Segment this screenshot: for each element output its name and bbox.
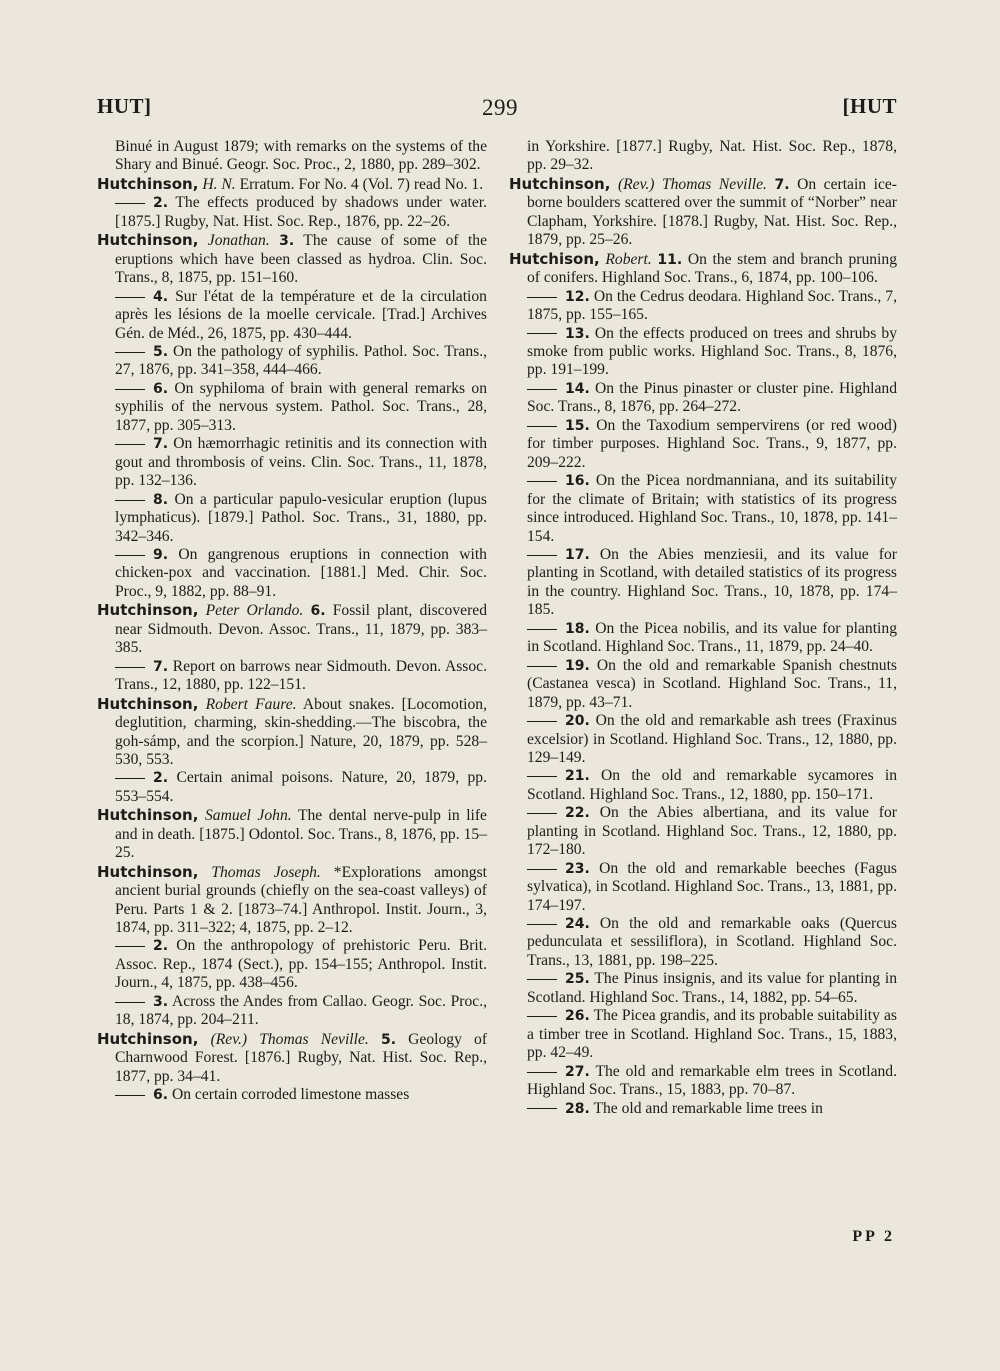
sub-entry <box>509 1063 897 1100</box>
ditto-dash <box>115 778 145 779</box>
entry-number: 15. <box>565 417 590 434</box>
author-entry <box>509 250 897 288</box>
entry-number: 6. <box>153 1087 169 1104</box>
entry-text: On gangrenous eruptions in connection with chicken-pox and vaccination. [1881.] Med. Chir. Soc. Proc., 9, 1882, pp. 88–91. <box>115 545 487 600</box>
entry-text: About snakes. [Locomotion, deglutition, charming, skin-shedding.—The biscobra, the goh-sámp, and the scorpion.] Nature, 20, 1879, pp. 528–530, 553. <box>115 695 487 768</box>
entry-number: 27. <box>565 1063 590 1080</box>
author-given-name: Jonathan. <box>207 232 270 250</box>
ditto-dash <box>115 297 145 298</box>
entry-text: Sur l'état de la température et de la circulation après les lésions de la moelle cervicale. [Trad.] Archives Gén. de Méd., 26, 1875, pp. 430–444. <box>115 287 487 342</box>
ditto-dash <box>527 481 557 482</box>
author-entry <box>97 601 487 657</box>
continued-entry <box>509 138 897 175</box>
running-head-left: HUT] <box>97 94 152 118</box>
entry-text: On the pathology of syphilis. Pathol. Soc. Trans., 27, 1876, pp. 341–358, 444–466. <box>115 342 487 379</box>
entry-number: 7. <box>774 176 790 193</box>
author-entry <box>97 1030 487 1086</box>
ditto-dash <box>527 776 557 777</box>
entry-text: The cause of some of the eruptions which have been classed as hydroa. Clin. Soc. Trans., 8, 1875, pp. 151–160. <box>115 232 488 287</box>
entry-number: 7. <box>153 436 169 453</box>
sub-entry <box>97 194 487 231</box>
continued-entry <box>97 138 487 175</box>
sub-entry <box>97 993 487 1030</box>
ditto-dash <box>527 629 557 630</box>
running-head-right: [HUT <box>842 94 897 118</box>
ditto-dash <box>115 1002 145 1003</box>
entry-number: 3. <box>153 993 169 1010</box>
entry-number: 5. <box>380 1031 397 1048</box>
ditto-dash <box>115 1095 145 1096</box>
ditto-dash <box>527 721 557 722</box>
entry-text: The Picea grandis, and its probable suitability as a timber tree in Scotland. Highland Soc. Trans., 15, 1883, pp. 42–49. <box>527 1007 897 1062</box>
author-name: Hutchinson, <box>97 694 199 713</box>
sub-entry <box>97 380 487 435</box>
ditto-dash <box>115 946 145 947</box>
ditto-dash <box>115 352 145 353</box>
entry-text: Binué in August 1879; with remarks on the systems of the Shary and Binué. Geogr. Soc. Proc., 2, 1880, pp. 289–302. <box>115 138 487 174</box>
author-entry <box>97 231 487 287</box>
entry-text: On the effects produced on trees and shrubs by smoke from public works. Highland Soc. Trans., 8, 1876, pp. 191–199. <box>527 324 897 379</box>
ditto-dash <box>527 426 557 427</box>
sub-entry <box>509 417 897 472</box>
ditto-dash <box>527 1072 557 1073</box>
author-given-name: Samuel John. <box>204 807 292 825</box>
right-column <box>509 138 897 1118</box>
author-name: Hutchinson, <box>97 174 199 193</box>
entry-text: On certain corroded limestone masses <box>171 1086 410 1104</box>
entry-text: On the Taxodium sempervirens (or red wood) for timber purposes. Highland Soc. Trans., 9, 1877, pp. 209–222. <box>527 416 897 471</box>
entry-text: The old and remarkable elm trees in Scotland. Highland Soc. Trans., 15, 1883, pp. 70–87. <box>527 1062 897 1099</box>
ditto-dash <box>527 813 557 814</box>
sub-entry <box>97 1086 487 1104</box>
ditto-dash <box>527 555 557 556</box>
sub-entry <box>97 658 487 695</box>
sub-entry <box>509 915 897 970</box>
entry-number: 16. <box>565 473 590 490</box>
sub-entry <box>509 804 897 859</box>
ditto-dash <box>115 667 145 668</box>
entry-number: 23. <box>565 860 590 877</box>
entry-text: On the anthropology of prehistoric Peru. Brit. Assoc. Rep., 1874 (Sect.), pp. 154–155; Anthropol. Instit. Journ., 4, 1875, pp. 438–456. <box>115 937 488 992</box>
sub-entry <box>509 380 897 417</box>
author-name: Hutchison, <box>509 249 600 268</box>
author-name: Hutchinson, <box>97 806 199 825</box>
sub-entry <box>509 288 897 325</box>
ditto-dash <box>527 333 557 334</box>
entry-text: On the Cedrus deodara. Highland Soc. Trans., 7, 1875, pp. 155–165. <box>527 287 898 324</box>
sub-entry <box>97 288 487 343</box>
sub-entry <box>97 435 487 490</box>
entry-text: The effects produced by shadows under water. [1875.] Rugby, Nat. Hist. Soc. Rep., 1876, pp. 22–26. <box>115 194 487 230</box>
entry-text: On the Abies albertiana, and its value for planting in Scotland. Highland Soc. Trans., 12, 1880, pp. 172–180. <box>527 804 897 859</box>
entry-number: 2. <box>153 938 169 955</box>
author-given-name: Robert Faure. <box>205 695 297 713</box>
author-name: Hutchinson, <box>509 174 611 193</box>
sub-entry <box>509 325 897 380</box>
sub-entry <box>509 712 897 767</box>
entry-text: *Explorations amongst ancient burial grounds (chiefly on the sea-coast valleys) of Peru. Parts 1 & 2. [1873–74.] Anthropol. Instit. Journ., 3, 1874, pp. 311–322; 4, 1875, pp. 2–12. <box>115 863 488 937</box>
author-given-name: (Rev.) Thomas Neville. <box>210 1030 369 1048</box>
ditto-dash <box>527 869 557 870</box>
ditto-dash <box>527 1016 557 1017</box>
signature-mark: PP 2 <box>852 1228 895 1245</box>
entry-text: On the Abies menziesii, and its value for planting in Scotland, with detailed statistics of its progress in the country. Highland Soc. Trans., 10, 1878, pp. 174–185. <box>527 545 897 619</box>
author-name: Hutchinson, <box>97 862 199 881</box>
entry-text: Fossil plant, discovered near Sidmouth. Devon. Assoc. Trans., 11, 1879, pp. 383–385. <box>115 602 487 657</box>
entry-number: 25. <box>565 971 590 988</box>
sub-entry <box>509 472 897 546</box>
ditto-dash <box>527 666 557 667</box>
ditto-dash <box>115 500 145 501</box>
author-name: Hutchinson, <box>97 601 199 620</box>
entry-number: 3. <box>279 233 295 250</box>
sub-entry <box>97 937 487 992</box>
entry-text: On the Picea nordmanniana, and its suitability for the climate of Britain; with statistics of its progress since introduced. Highland Soc. Trans., 10, 1878, pp. 141–154. <box>527 472 897 545</box>
entry-text: On the old and remarkable sycamores in Scotland. Highland Soc. Trans., 12, 1880, pp. 150–171. <box>527 767 898 803</box>
entry-text: The Pinus insignis, and its value for planting in Scotland. Highland Soc. Trans., 14, 1882, pp. 54–65. <box>527 970 897 1006</box>
ditto-dash <box>115 444 145 445</box>
entry-number: 20. <box>565 713 590 730</box>
entry-number: 4. <box>153 288 169 305</box>
entry-text: in Yorkshire. [1877.] Rugby, Nat. Hist. Soc. Rep., 1878, pp. 29–32. <box>527 138 897 174</box>
author-given-name: Robert. <box>605 250 652 268</box>
author-name: Hutchinson, <box>97 1029 199 1048</box>
entry-number: 28. <box>565 1100 590 1117</box>
entry-number: 22. <box>565 805 590 822</box>
sub-entry <box>97 546 487 601</box>
sub-entry <box>509 657 897 712</box>
entry-text: On syphiloma of brain with general remarks on syphilis of the nervous system. Pathol. Soc. Trans., 28, 1877, pp. 305–313. <box>115 379 487 434</box>
ditto-dash <box>527 297 557 298</box>
entry-text: On the old and remarkable beeches (Fagus sylvatica), in Scotland. Highland Soc. Trans., 13, 1881, pp. 174–197. <box>527 859 897 914</box>
entry-text: On the old and remarkable oaks (Quercus pedunculata et sessiliflora), in Scotland. Highland Soc. Trans., 13, 1881, pp. 198–225. <box>527 915 897 969</box>
ditto-dash <box>115 555 145 556</box>
entry-text: On the old and remarkable Spanish chestnuts (Castanea vesca) in Scotland. Highland Soc. Trans., 11, 1879, pp. 43–71. <box>527 656 897 711</box>
entry-text: On the Picea nobilis, and its value for planting in Scotland. Highland Soc. Trans., 11, 1879, pp. 24–40. <box>527 619 897 656</box>
entry-text: On certain ice-borne boulders scattered over the summit of “Norber” near Clapham, Yorkshire. [1878.] Rugby, Nat. Hist. Soc. Rep., 1879, pp. 25–26. <box>527 175 897 249</box>
sub-entry <box>509 767 897 804</box>
entry-number: 5. <box>153 343 169 360</box>
entry-number: 13. <box>565 325 590 342</box>
entry-text: On the stem and branch pruning of conifers. Highland Soc. Trans., 6, 1874, pp. 100–106. <box>527 250 897 287</box>
entry-text: On a particular papulo-vesicular eruption (lupus lymphaticus). [1879.] Pathol. Soc. Trans., 31, 1880, pp. 342–346. <box>115 490 487 545</box>
author-given-name: Thomas Joseph. <box>211 863 321 881</box>
sub-entry <box>97 343 487 380</box>
entry-text: Geology of Charnwood Forest. [1876.] Rugby, Nat. Hist. Soc. Rep., 1877, pp. 34–41. <box>115 1030 488 1085</box>
entry-number: 14. <box>565 380 590 397</box>
sub-entry <box>509 970 897 1007</box>
ditto-dash <box>115 389 145 390</box>
entry-number: 11. <box>657 251 683 268</box>
author-given-name: Peter Orlando. <box>205 602 304 620</box>
author-name: Hutchinson, <box>97 231 199 250</box>
ditto-dash <box>527 1108 557 1109</box>
entry-text: On hæmorrhagic retinitis and its connection with gout and thrombosis of veins. Clin. Soc. Trans., 11, 1878, pp. 132–136. <box>115 435 487 490</box>
entry-number: 21. <box>565 768 590 785</box>
sub-entry <box>97 769 487 806</box>
sub-entry <box>509 546 897 620</box>
author-entry <box>97 175 487 194</box>
entry-number: 26. <box>565 1008 590 1025</box>
entry-text: On the Pinus pinaster or cluster pine. Highland Soc. Trans., 8, 1876, pp. 264–272. <box>527 379 897 416</box>
entry-number: 7. <box>153 658 169 675</box>
ditto-dash <box>115 203 145 204</box>
author-entry <box>97 695 487 770</box>
sub-entry <box>509 860 897 915</box>
entry-number: 17. <box>565 546 590 563</box>
entry-number: 9. <box>153 546 169 563</box>
entry-number: 2. <box>153 770 169 787</box>
entry-number: 19. <box>565 657 590 674</box>
author-given-name: (Rev.) Thomas Neville. <box>617 175 767 193</box>
entry-number: 6. <box>153 380 169 397</box>
entry-text: The old and remarkable lime trees in <box>593 1099 823 1117</box>
author-given-name: H. N. <box>202 175 236 193</box>
entry-text: The dental nerve-pulp in life and in death. [1875.] Odontol. Soc. Trans., 8, 1876, pp. 15–25. <box>115 807 487 862</box>
entry-text: Erratum. For No. 4 (Vol. 7) read No. 1. <box>239 175 484 193</box>
author-entry <box>97 863 487 938</box>
entry-number: 8. <box>153 491 169 508</box>
entry-number: 24. <box>565 916 590 933</box>
entry-text: Certain animal poisons. Nature, 20, 1879, pp. 553–554. <box>115 769 487 805</box>
author-entry <box>97 806 487 862</box>
entry-text: Across the Andes from Callao. Geogr. Soc. Proc., 18, 1874, pp. 204–211. <box>115 992 487 1029</box>
ditto-dash <box>527 389 557 390</box>
sub-entry <box>509 1007 897 1062</box>
author-entry <box>509 175 897 250</box>
entry-text: Report on barrows near Sidmouth. Devon. Assoc. Trans., 12, 1880, pp. 122–151. <box>115 657 487 694</box>
entry-number: 2. <box>153 195 169 212</box>
page-number: 299 <box>482 95 518 120</box>
entry-number: 6. <box>310 603 326 620</box>
ditto-dash <box>527 924 557 925</box>
sub-entry <box>509 1100 897 1118</box>
sub-entry <box>97 491 487 546</box>
entry-number: 12. <box>565 288 590 305</box>
entry-text: On the old and remarkable ash trees (Fraxinus excelsior) in Scotland. Highland Soc. Trans., 12, 1880, pp. 129–149. <box>527 712 897 766</box>
sub-entry <box>509 620 897 657</box>
entry-number: 18. <box>565 620 590 637</box>
ditto-dash <box>527 979 557 980</box>
left-column <box>97 138 487 1105</box>
